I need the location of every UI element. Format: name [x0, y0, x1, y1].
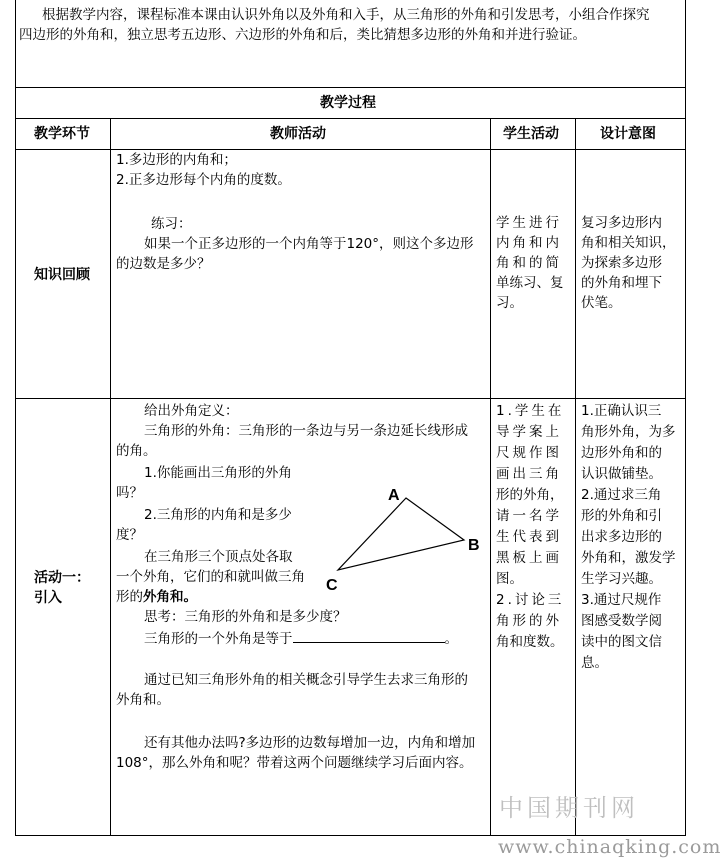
vertex-label-c: C — [326, 577, 338, 594]
header-student: 学生活动 — [503, 126, 559, 142]
row2-teacher-line: 一个外角，它们的和就叫做三角 — [116, 569, 305, 585]
row1-design-line: 伏笔。 — [581, 295, 622, 311]
row1-student-line: 学生进行 — [496, 215, 562, 231]
row2-student-line: 图。 — [496, 571, 523, 587]
row1-design-line: 角和相关知识， — [581, 235, 676, 251]
row2-teacher-line: 外角和。 — [116, 692, 170, 708]
vertex-label-a: A — [388, 487, 400, 504]
row2-student-line: 形的外角， — [496, 487, 564, 503]
row2-student-line: 生代表到 — [496, 529, 562, 545]
row2-teacher-line: 还有其他办法吗?多边形的边数每增加一边，内角和增加 — [144, 735, 476, 751]
watermark-cn: 中国期刊网 — [499, 794, 639, 822]
vertex-label-b: B — [468, 537, 480, 554]
row1-teacher-line: 1.多边形的内角和； — [116, 152, 237, 168]
row2-teacher-line: 通过已知三角形外角的相关概念引导学生去求三角形的 — [144, 672, 468, 688]
row2-teacher-line: 吗？ — [116, 485, 143, 501]
row2-design-line: 外角和，激发学 — [581, 550, 676, 566]
row2-design-line: 出求多边形的 — [581, 529, 662, 545]
row1-design-line: 的外角和埋下 — [581, 275, 662, 291]
fill-blank — [293, 628, 445, 643]
blank-end: 。 — [444, 631, 458, 647]
row2-design-line: 3.通过尺规作 — [581, 592, 662, 608]
row2-teacher-line: 在三角形三个顶点处各取 — [144, 549, 293, 565]
section-title: 教学过程 — [320, 95, 376, 111]
row2-design-line: 2.通过求三角 — [581, 487, 662, 503]
row1-stage: 知识回顾 — [34, 267, 90, 283]
row2-design-line: 读中的图文信 — [581, 634, 662, 650]
row1-student-line: 内角和内 — [496, 235, 562, 251]
row2-design-line: 图感受数学阅 — [581, 613, 662, 629]
row2-teacher-line: 2.三角形的内角和是多少 — [144, 507, 292, 523]
row1-design-line: 复习多边形内 — [581, 215, 662, 231]
row2-student-line: 1.学生在 — [496, 403, 565, 419]
row2-stage-line-2: 引入 — [34, 590, 62, 606]
row2-teacher-line — [144, 628, 458, 649]
row2-design-line: 角形外角，为多 — [581, 424, 676, 440]
row1-teacher-line: 2.正多边形每个内角的度数。 — [116, 172, 291, 188]
blank-question: 三角形的一个外角是等于 — [144, 631, 293, 647]
triangle-shape — [338, 498, 464, 570]
row2-teacher-line — [116, 587, 197, 607]
row2-student-line: 黑板上画 — [496, 550, 562, 566]
row2-student-line: 请一名学 — [496, 508, 562, 524]
row1-student-line: 角和的简 — [496, 255, 562, 271]
row2-design-line: 生学习兴趣。 — [581, 571, 662, 587]
intro-line-2: 四边形的外角和，独立思考五边形、六边形的外角和后，类比猜想多边形的外角和并进行验证。 — [19, 27, 586, 43]
row2-student-line: 2.讨论三 — [496, 592, 565, 608]
outer-angle-sum-term: 外角和。 — [143, 589, 197, 605]
row2-teacher-line: 给出外角定义： — [144, 403, 239, 419]
row2-design-line: 1.正确认识三 — [581, 403, 662, 419]
header-design: 设计意图 — [600, 126, 656, 142]
row1-teacher-line: 如果一个正多边形的一个内角等于120°，则这个多边形 — [144, 236, 474, 252]
row2-design-line: 息。 — [581, 655, 608, 671]
header-stage: 教学环节 — [34, 126, 90, 142]
row1-teacher-line: 的边数是多少？ — [116, 256, 211, 272]
outer-angle-sum-prefix: 形的 — [116, 589, 143, 605]
row2-student-line: 尺规作图 — [496, 445, 562, 461]
triangle-diagram — [320, 478, 490, 598]
row2-teacher-line: 1.你能画出三角形的外角 — [144, 465, 292, 481]
row1-student-line: 单练习、复 — [496, 275, 564, 291]
row2-teacher-line: 108°，那么外角和呢？带着这两个问题继续学习后面内容。 — [116, 755, 473, 771]
intro-line-1: 根据教学内容，课程标准本课由认识外角以及外角和入手，从三角形的外角和引发思考，小组合作探究 — [42, 7, 650, 23]
row2-teacher-line: 思考：三角形的外角和是多少度？ — [144, 609, 347, 625]
row2-teacher-line: 三角形的外角：三角形的一条边与另一条边延长线形成 — [144, 423, 468, 439]
header-teacher: 教师活动 — [270, 126, 326, 142]
row2-student-line: 角形的外 — [496, 613, 562, 629]
row2-student-line: 角和度数。 — [496, 634, 564, 650]
row2-design-line: 边形外角和的 — [581, 445, 662, 461]
row2-design-line: 认识做铺垫。 — [581, 466, 662, 482]
row2-teacher-line: 度？ — [116, 527, 143, 543]
row2-stage-line-1: 活动一： — [34, 570, 90, 586]
row2-student-line: 导学案上 — [496, 424, 562, 440]
watermark-url: www.chinaqking.com — [498, 836, 722, 858]
row2-student-line: 画出三角 — [496, 466, 562, 482]
row2-teacher-line: 的角。 — [116, 443, 157, 459]
row1-student-line: 习。 — [496, 295, 523, 311]
row2-design-line: 形的外角和引 — [581, 508, 662, 524]
row1-teacher-line: 练习： — [151, 216, 192, 232]
row1-design-line: 为探索多边形 — [581, 255, 662, 271]
